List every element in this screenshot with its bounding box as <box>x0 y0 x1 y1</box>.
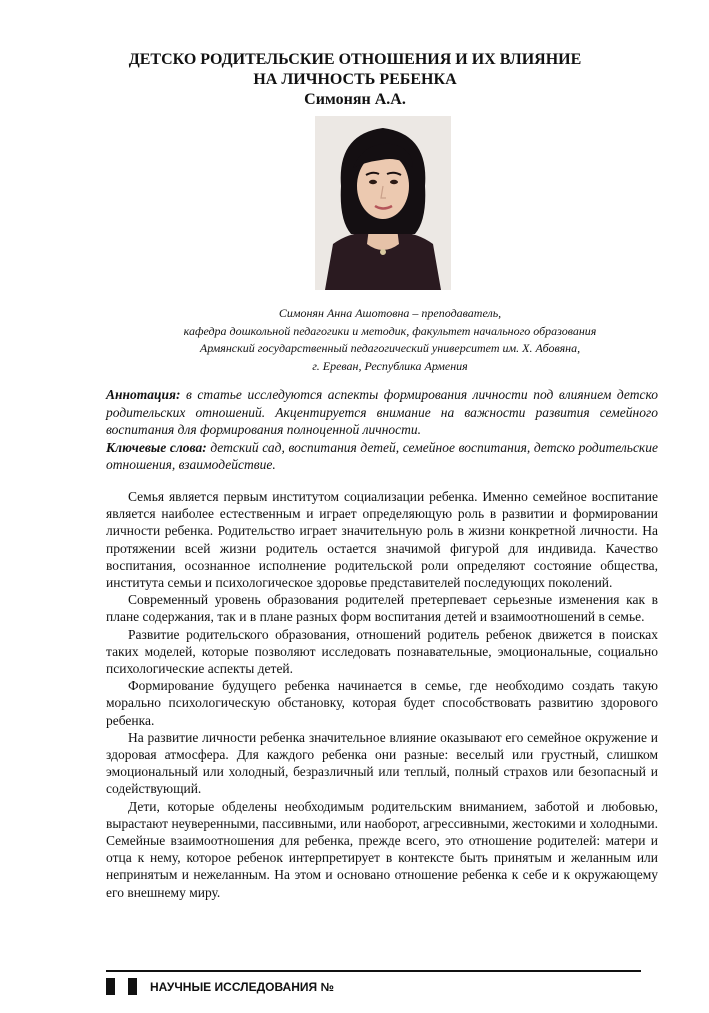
abstract-label: Аннотация: <box>106 387 181 402</box>
body-paragraph-5: На развитие личности ребенка значительное влияние оказывают его семейное окружение и здоровая атмосфера. Для каждого ребенка они разные: веселый или грустный, слишком эмоциональный или холодный, безразличный или теплый, полный страхов или безопасный и содействующий. <box>106 729 658 797</box>
author-affiliation <box>110 305 670 375</box>
body-paragraph-2: Современный уровень образования родителей претерпевает серьезные изменения как в плане содержания, так и в плане разных форм воспитания детей и взаимоотношений в семье. <box>106 592 658 625</box>
article-author: Симонян А.А. <box>304 91 406 108</box>
article-header <box>60 50 650 110</box>
article-body <box>106 488 658 901</box>
footer-marker-right <box>128 978 137 995</box>
keywords-paragraph <box>106 439 658 474</box>
body-paragraph-3: Развитие родительского образования, отношений родитель ребенок движется в поисках таких моделей, которые позволяют исследовать познавательные, эмоциональные, социально психологические аспекты детей. <box>106 626 658 677</box>
footer-journal-name: НАУЧНЫЕ ИССЛЕДОВАНИЯ № <box>150 980 334 994</box>
affiliation-line-2: кафедра дошкольной педагогики и методик, факультет начального образования <box>183 323 597 338</box>
abstract-block <box>106 386 658 474</box>
body-paragraph-4: Формирование будущего ребенка начинается в семье, где необходимо создать такую морально психологическую обстановку, которая будет способствовать развитию здорового ребенка. <box>106 678 658 728</box>
abstract-text: в статье исследуются аспекты формирования личности под влиянием детско родительских отношений. Акцентируется внимание на важности развития семейного воспитания для формирования полноценной личности. <box>106 387 658 437</box>
footer-marker-left <box>106 978 115 995</box>
article-title-line-1: ДЕТСКО РОДИТЕЛЬСКИЕ ОТНОШЕНИЯ И ИХ ВЛИЯНИЕ <box>128 51 582 68</box>
body-paragraph-1: Семья является первым институтом социализации ребенка. Именно семейное воспитание является наиболее естественным и играет определяющую роль в развитии и формировании личности ребенка. Родительство играет значительную роль в жизни конкретной личности. На протяжении всей жизни родитель остается значимой фигурой для индивида. Качество воспитания, осознанное исполнение родительской роли определяют состояние общества, института семьи и психологическое здоровье представителей последующих поколений. <box>106 489 658 591</box>
affiliation-line-1: Симонян Анна Ашотовна – преподаватель, <box>278 306 502 320</box>
affiliation-line-3: Армянский государственный педагогический университет им. Х. Абовяна, <box>199 341 581 355</box>
keywords-label: Ключевые слова: <box>106 439 207 455</box>
author-photo <box>315 116 451 290</box>
footer-rule <box>106 970 641 972</box>
body-paragraph-6: Дети, которые обделены необходимым родительским вниманием, заботой и любовью, вырастают неуверенными, пассивными, или наоборот, агрессивными, жестокими и холодными. Семейные взаимоотношения для ребенка, прежде всего, это отношение родителей: матери и отца к нему, которое ребенок интерпретирует в контексте быть принятым и желанным или непринятым и нежеланным. На этом и основано отношение ребенка к себе и к окружающему его внешнему миру. <box>106 798 658 900</box>
affiliation-line-4: г. Ереван, Республика Армения <box>312 358 468 373</box>
article-title-line-2: НА ЛИЧНОСТЬ РЕБЕНКА <box>253 71 457 88</box>
keywords-text: детский сад, воспитания детей, семейное воспитания, детско родительские отношения, взаимодействие. <box>106 439 658 472</box>
abstract-paragraph <box>106 386 658 439</box>
